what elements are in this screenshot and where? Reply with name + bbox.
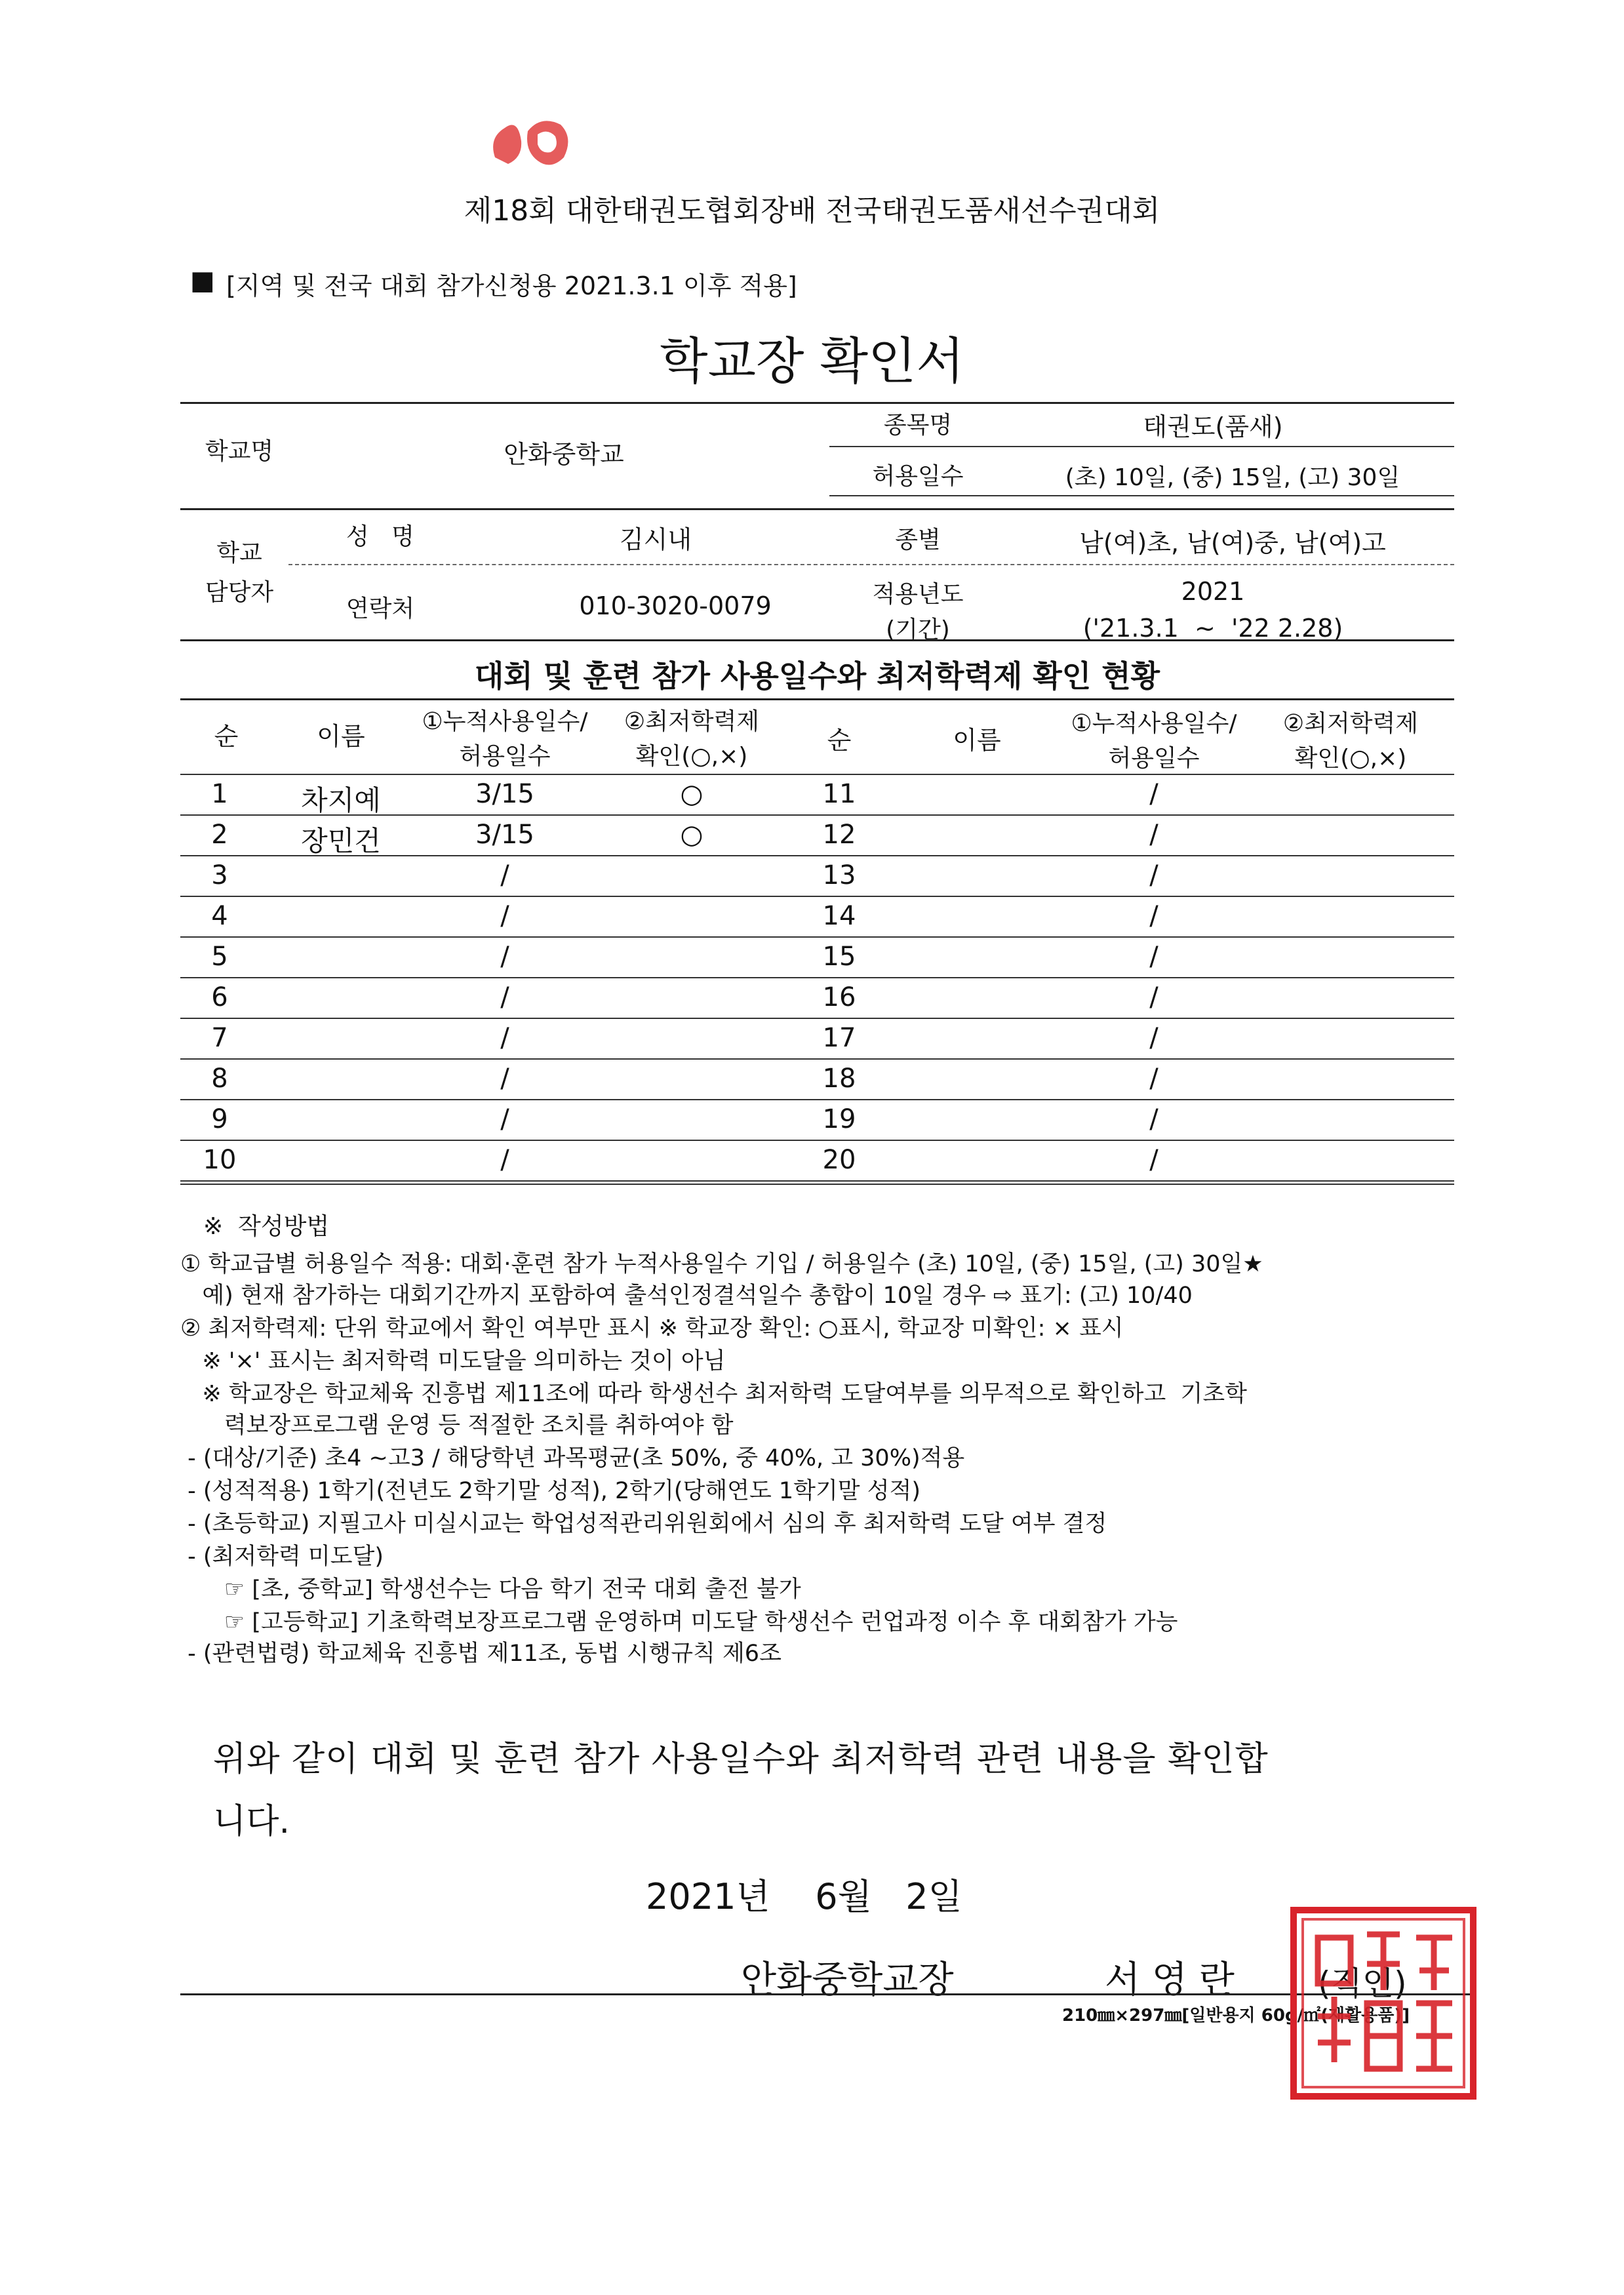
- gender-value: 남(여)초, 남(여)중, 남(여)고: [1079, 529, 1386, 557]
- row-days: 3/15: [475, 820, 534, 850]
- row-days: /: [1149, 982, 1159, 1012]
- top-seal-stamp: [482, 111, 580, 177]
- header-no-left: 순: [214, 722, 239, 751]
- allowed-days-label: 허용일수: [872, 463, 964, 490]
- method-line: - (초등학교) 지필고사 미실시교는 학업성적관리위원회에서 심의 후 최저학력 도달 여부 결정: [180, 1511, 1107, 1537]
- row-no: 4: [211, 901, 228, 931]
- header-edu-left-2: 확인(○,×): [635, 743, 748, 770]
- row-no: 19: [822, 1104, 856, 1134]
- header-days-right-2: 허용일수: [1108, 745, 1200, 772]
- form-marker: ■: [190, 266, 215, 296]
- method-line: - (대상/기준) 초4 ~고3 / 해당학년 과목평균(초 50%, 중 40%, 고 30%)적용: [180, 1445, 965, 1471]
- status-title: 대회 및 훈련 참가 사용일수와 최저학력제 확인 현황: [474, 658, 1160, 694]
- official-seal-stamp: [1288, 1905, 1478, 2102]
- header-edu-right-2: 확인(○,×): [1294, 745, 1407, 772]
- name-label: 성 명: [346, 523, 414, 550]
- header-no-right: 순: [827, 726, 852, 755]
- row-days: /: [1149, 1064, 1159, 1094]
- row-no: 1: [211, 779, 228, 809]
- form-note: [지역 및 전국 대회 참가신청용 2021.3.1 이후 적용]: [226, 271, 797, 300]
- row-no: 18: [822, 1064, 856, 1094]
- method-line: ② 최저학력제: 단위 학교에서 확인 여부만 표시 ※ 학교장 확인: ○표시, 학교장 미확인: × 표시: [180, 1315, 1124, 1342]
- gender-label: 종별: [895, 527, 941, 553]
- issue-date: 2021년 6월 2일: [646, 1876, 962, 1917]
- header-days-left-1: ①누적사용일수/: [422, 708, 588, 735]
- method-line: ① 학교급별 허용일수 적용: 대회·훈련 참가 누적사용일수 기입 / 허용일수 (초) 10일, (중) 15일, (고) 30일★: [180, 1251, 1263, 1277]
- manager-label-2: 담당자: [205, 579, 274, 606]
- header-days-right-1: ①누적사용일수/: [1071, 710, 1237, 737]
- row-check: ○: [680, 779, 703, 809]
- row-no: 13: [822, 860, 856, 890]
- method-line: ※ 학교장은 학교체육 진흥법 제11조에 따라 학생선수 최저학력 도달여부를 의무적으로 확인하고 기초학: [180, 1381, 1247, 1407]
- allowed-days-value: (초) 10일, (중) 15일, (고) 30일: [1065, 464, 1400, 491]
- row-days: /: [1149, 942, 1159, 972]
- method-title: ※ 작성방법: [203, 1213, 330, 1240]
- header-name-left: 이름: [317, 722, 365, 751]
- row-days: /: [500, 860, 509, 890]
- method-line: ☞ [고등학교] 기초학력보장프로그램 운영하며 미도달 학생선수 런업과정 이수 후 대회참가 가능: [180, 1609, 1178, 1635]
- row-check: ○: [680, 820, 703, 850]
- method-line: ※ '×' 표시는 최저학력 미도달을 의미하는 것이 아님: [180, 1348, 726, 1374]
- row-no: 16: [822, 982, 856, 1012]
- row-name: 차지예: [301, 784, 381, 816]
- row-days: /: [1149, 901, 1159, 931]
- year-value-1: 2021: [1181, 577, 1245, 606]
- confirm-text-line-1: 위와 같이 대회 및 훈련 참가 사용일수와 최저학력 관련 내용을 확인합: [213, 1740, 1269, 1779]
- row-days: /: [1149, 860, 1159, 890]
- manager-name: 김시내: [619, 525, 692, 554]
- row-no: 7: [211, 1023, 228, 1053]
- contact-label: 연락처: [346, 595, 415, 622]
- row-days: /: [500, 1023, 509, 1053]
- row-days: /: [1149, 820, 1159, 850]
- row-days: /: [1149, 1023, 1159, 1053]
- row-days: /: [500, 901, 509, 931]
- competition-title: 제18회 대한태권도협회장배 전국태권도품새선수권대회: [464, 194, 1160, 228]
- row-no: 9: [211, 1104, 228, 1134]
- row-name: 장민건: [301, 825, 381, 857]
- method-line: ☞ [초, 중학교] 학생선수는 다음 학기 전국 대회 출전 불가: [180, 1576, 801, 1603]
- paper-spec-note: 210㎜×297㎜[일반용지 60g/㎡(재활용품)]: [1062, 2006, 1410, 2026]
- header-name-right: 이름: [953, 726, 1001, 755]
- method-line: 예) 현재 참가하는 대회기간까지 포함하여 출석인정결석일수 총합이 10일 경우 ⇨ 표기: (고) 10/40: [180, 1283, 1193, 1309]
- row-days: /: [500, 982, 509, 1012]
- year-label-2: (기간): [886, 616, 950, 643]
- manager-label-1: 학교: [216, 540, 262, 567]
- method-line: - (성적적용) 1학기(전년도 2학기말 성적), 2학기(당해연도 1학기말 성적): [180, 1478, 921, 1504]
- event-value: 태권도(품새): [1143, 412, 1283, 441]
- row-no: 8: [211, 1064, 228, 1094]
- row-no: 15: [822, 942, 856, 972]
- row-no: 12: [822, 820, 856, 850]
- row-no: 5: [211, 942, 228, 972]
- method-line: - (최저학력 미도달): [180, 1544, 384, 1570]
- document-title: 학교장 확인서: [660, 332, 964, 390]
- row-no: 17: [822, 1023, 856, 1053]
- year-value-2: ('21.3.1 ~ '22 2.28): [1082, 614, 1343, 643]
- row-days: /: [500, 1064, 509, 1094]
- row-no: 3: [211, 860, 228, 890]
- row-days: /: [1149, 779, 1159, 809]
- row-no: 11: [822, 779, 856, 809]
- row-days: /: [500, 1145, 509, 1175]
- row-no: 6: [211, 982, 228, 1012]
- row-days: /: [500, 942, 509, 972]
- principal-title: 안화중학교장: [741, 1959, 954, 2001]
- method-line: 력보장프로그램 운영 등 적절한 조치를 취하여야 함: [180, 1412, 734, 1439]
- row-no: 2: [211, 820, 228, 850]
- confirm-text-line-2: 니다.: [213, 1802, 290, 1841]
- school-name-label: 학교명: [205, 438, 274, 465]
- contact-value: 010-3020-0079: [579, 591, 772, 620]
- method-line: - (관련법령) 학교체육 진흥법 제11조, 동법 시행규칙 제6조: [180, 1641, 782, 1667]
- row-no: 20: [822, 1145, 856, 1175]
- row-no: 14: [822, 901, 856, 931]
- header-edu-left-1: ②최저학력제: [624, 708, 760, 735]
- principal-name: 서 영 란: [1105, 1959, 1235, 2001]
- header-edu-right-1: ②최저학력제: [1282, 710, 1419, 737]
- row-days: /: [500, 1104, 509, 1134]
- row-no: 10: [203, 1145, 237, 1175]
- year-label-1: 적용년도: [872, 581, 964, 608]
- row-days: 3/15: [475, 779, 534, 809]
- row-days: /: [1149, 1104, 1159, 1134]
- seal-mark-text: (직인): [1318, 1965, 1407, 2003]
- row-days: /: [1149, 1145, 1159, 1175]
- event-label: 종목명: [883, 412, 953, 439]
- school-name: 안화중학교: [504, 440, 624, 469]
- header-days-left-2: 허용일수: [459, 743, 551, 770]
